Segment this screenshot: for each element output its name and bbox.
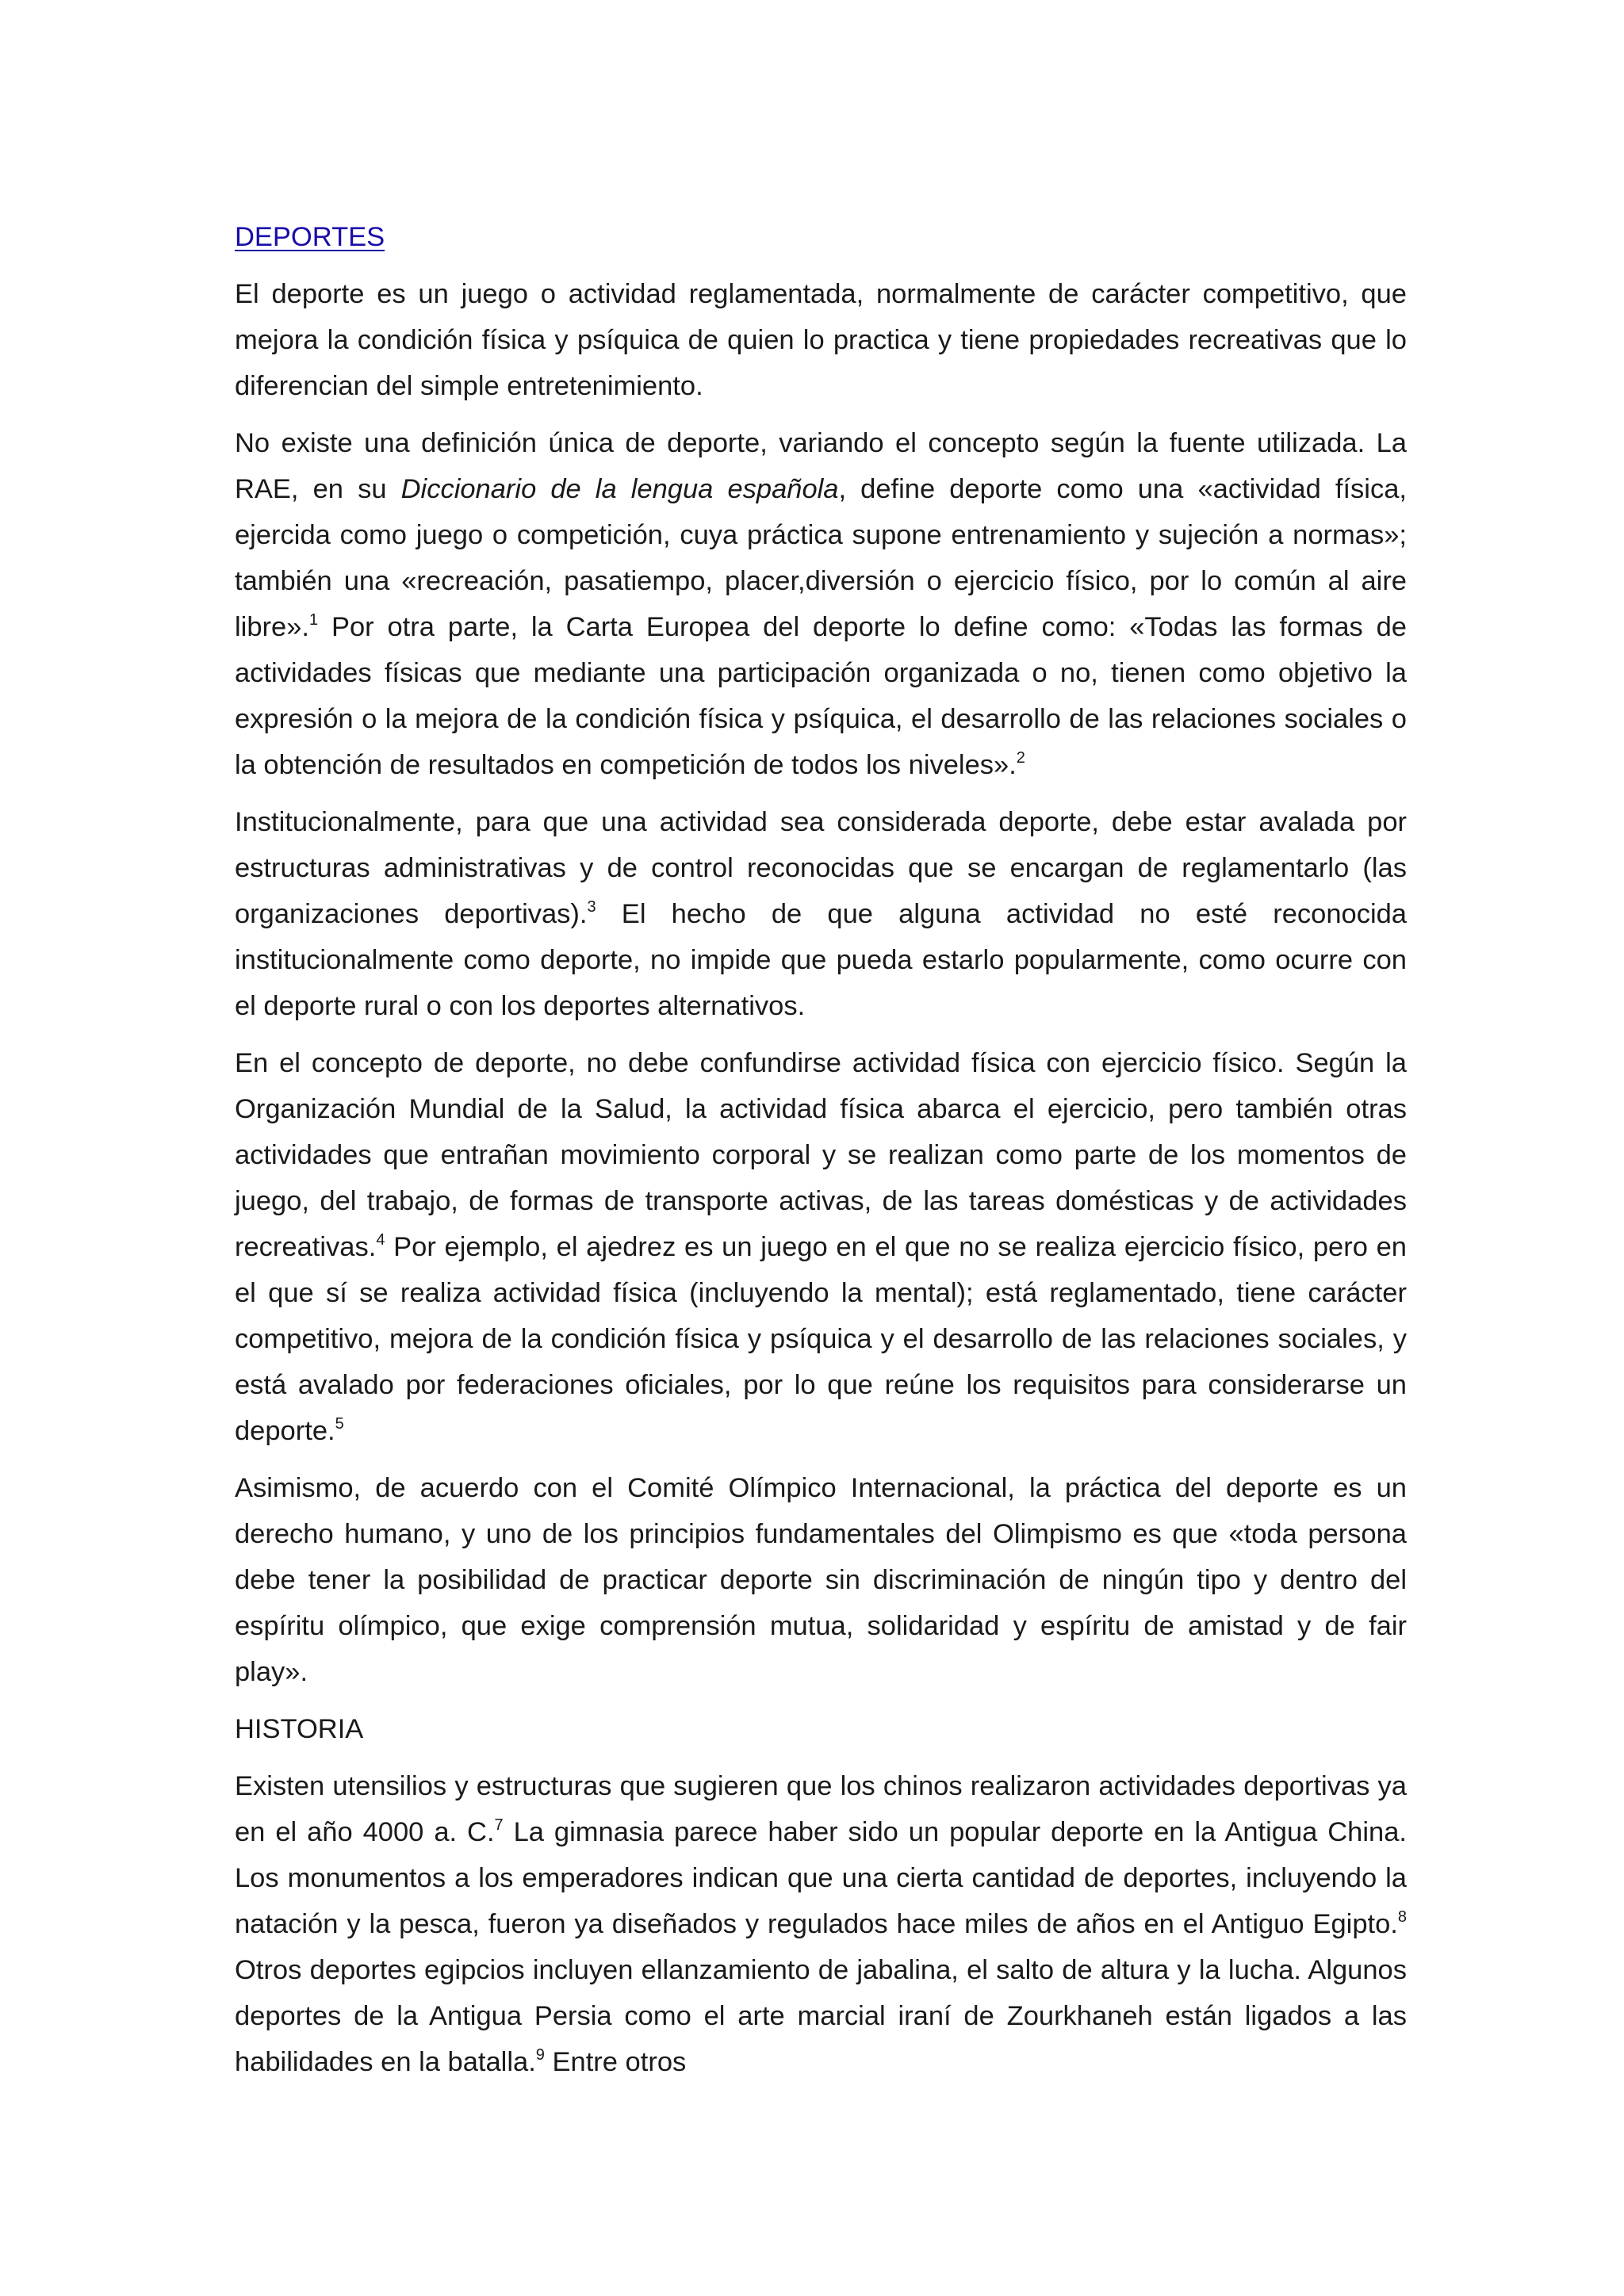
footnote-ref-2: 2 <box>1016 749 1025 767</box>
title-paragraph <box>235 214 1407 260</box>
footnote-ref-9: 9 <box>535 2046 545 2064</box>
footnote-ref-8: 8 <box>1397 1908 1407 1926</box>
p4-text-b: Por ejemplo, el ajedrez es un juego en el que no se realiza ejercicio físico, pero en el que sí se realiza actividad física (incluyendo la mental); está reglamentado, tiene carácter competitivo, mejora de la condición física y psíquica y el desarrollo de las relaciones sociales, y está avalado por federaciones oficiales, por lo que reúne los requisitos para considerarse un deporte. <box>235 1232 1407 1446</box>
dictionary-title: Diccionario de la lengua española <box>400 474 839 504</box>
p3-text-b: El hecho de que alguna actividad no esté reconocida institucionalmente como deporte, no impide que pueda estarlo popularmente, como ocurre con el deporte rural o con los deportes alternativos. <box>235 899 1407 1021</box>
p4-text-a: En el concepto de deporte, no debe confundirse actividad física con ejercicio físico. Según la Organización Mundial de la Salud, la actividad física abarca el ejercicio, pero también otras actividades que entrañan movimiento corporal y se realizan como parte de los momentos de juego, del trabajo, de formas de transporte activas, de las tareas domésticas y de actividades recreativas. <box>235 1048 1407 1262</box>
footnote-ref-7: 7 <box>494 1816 504 1834</box>
paragraph-1: El deporte es un juego o actividad reglamentada, normalmente de carácter competitivo, que mejora la condición física y psíquica de quien lo practica y tiene propiedades recreativas que lo diferencian del simple entretenimiento. <box>235 279 1407 401</box>
paragraph-4 <box>235 1040 1407 1454</box>
paragraph-6 <box>235 1763 1407 2085</box>
paragraph-2 <box>235 420 1407 788</box>
p3-text-a: Institucionalmente, para que una actividad sea considerada deporte, debe estar avalada por estructuras administrativas y de control reconocidas que se encargan de reglamentarlo (las organizaciones deportivas). <box>235 807 1407 929</box>
p2-text-a: No existe una definición única de deporte, variando el concepto según la fuente utilizada. La RAE, en su <box>235 428 1407 504</box>
footnote-ref-1: 1 <box>308 611 319 629</box>
p2-text-b: , define deporte como una «actividad física, ejercida como juego o competición, cuya práctica supone entrenamiento y sujeción a normas»; también una «recreación, pasatiempo, placer,diversión o ejercicio físico, por lo común al aire libre». <box>235 474 1407 642</box>
footnote-ref-5: 5 <box>335 1415 344 1433</box>
p2-text-c: Por otra parte, la Carta Europea del deporte lo define como: «Todas las formas de actividades físicas que mediante una participación organizada o no, tienen como objetivo la expresión o la mejora de la condición física y psíquica, el desarrollo de las relaciones sociales o la obtención de resultados en competición de todos los niveles». <box>235 612 1407 780</box>
p6-text-d: Entre otros <box>544 2047 687 2077</box>
document-title-link[interactable]: DEPORTES <box>235 222 385 252</box>
footnote-ref-4: 4 <box>376 1231 385 1249</box>
section-heading-historia: HISTORIA <box>235 1714 364 1744</box>
p6-text-b: La gimnasia parece haber sido un popular deporte en la Antigua China. Los monumentos a los emperadores indican que una cierta cantidad de deportes, incluyendo la natación y la pesca, fueron ya diseñados y regulados hace miles de años en el Antiguo Egipto. <box>235 1817 1407 1939</box>
paragraph-3 <box>235 799 1407 1029</box>
footnote-ref-3: 3 <box>587 898 596 916</box>
paragraph-5: Asimismo, de acuerdo con el Comité Olímpico Internacional, la práctica del deporte es un derecho humano, y uno de los principios fundamentales del Olimpismo es que «toda persona debe tener la posibilidad de practicar deporte sin discriminación de ningún tipo y dentro del espíritu olímpico, que exige comprensión mutua, solidaridad y espíritu de amistad y de fair play». <box>235 1473 1407 1687</box>
document-page <box>235 214 1407 2096</box>
p6-text-a: Existen utensilios y estructuras que sugieren que los chinos realizaron actividades deportivas ya en el año 4000 a. C. <box>235 1771 1407 1847</box>
p6-text-c: Otros deportes egipcios incluyen ellanzamiento de jabalina, el salto de altura y la lucha. Algunos deportes de la Antigua Persia como el arte marcial iraní de Zourkhaneh están ligados a las habilidades en la batalla. <box>235 1955 1407 2077</box>
